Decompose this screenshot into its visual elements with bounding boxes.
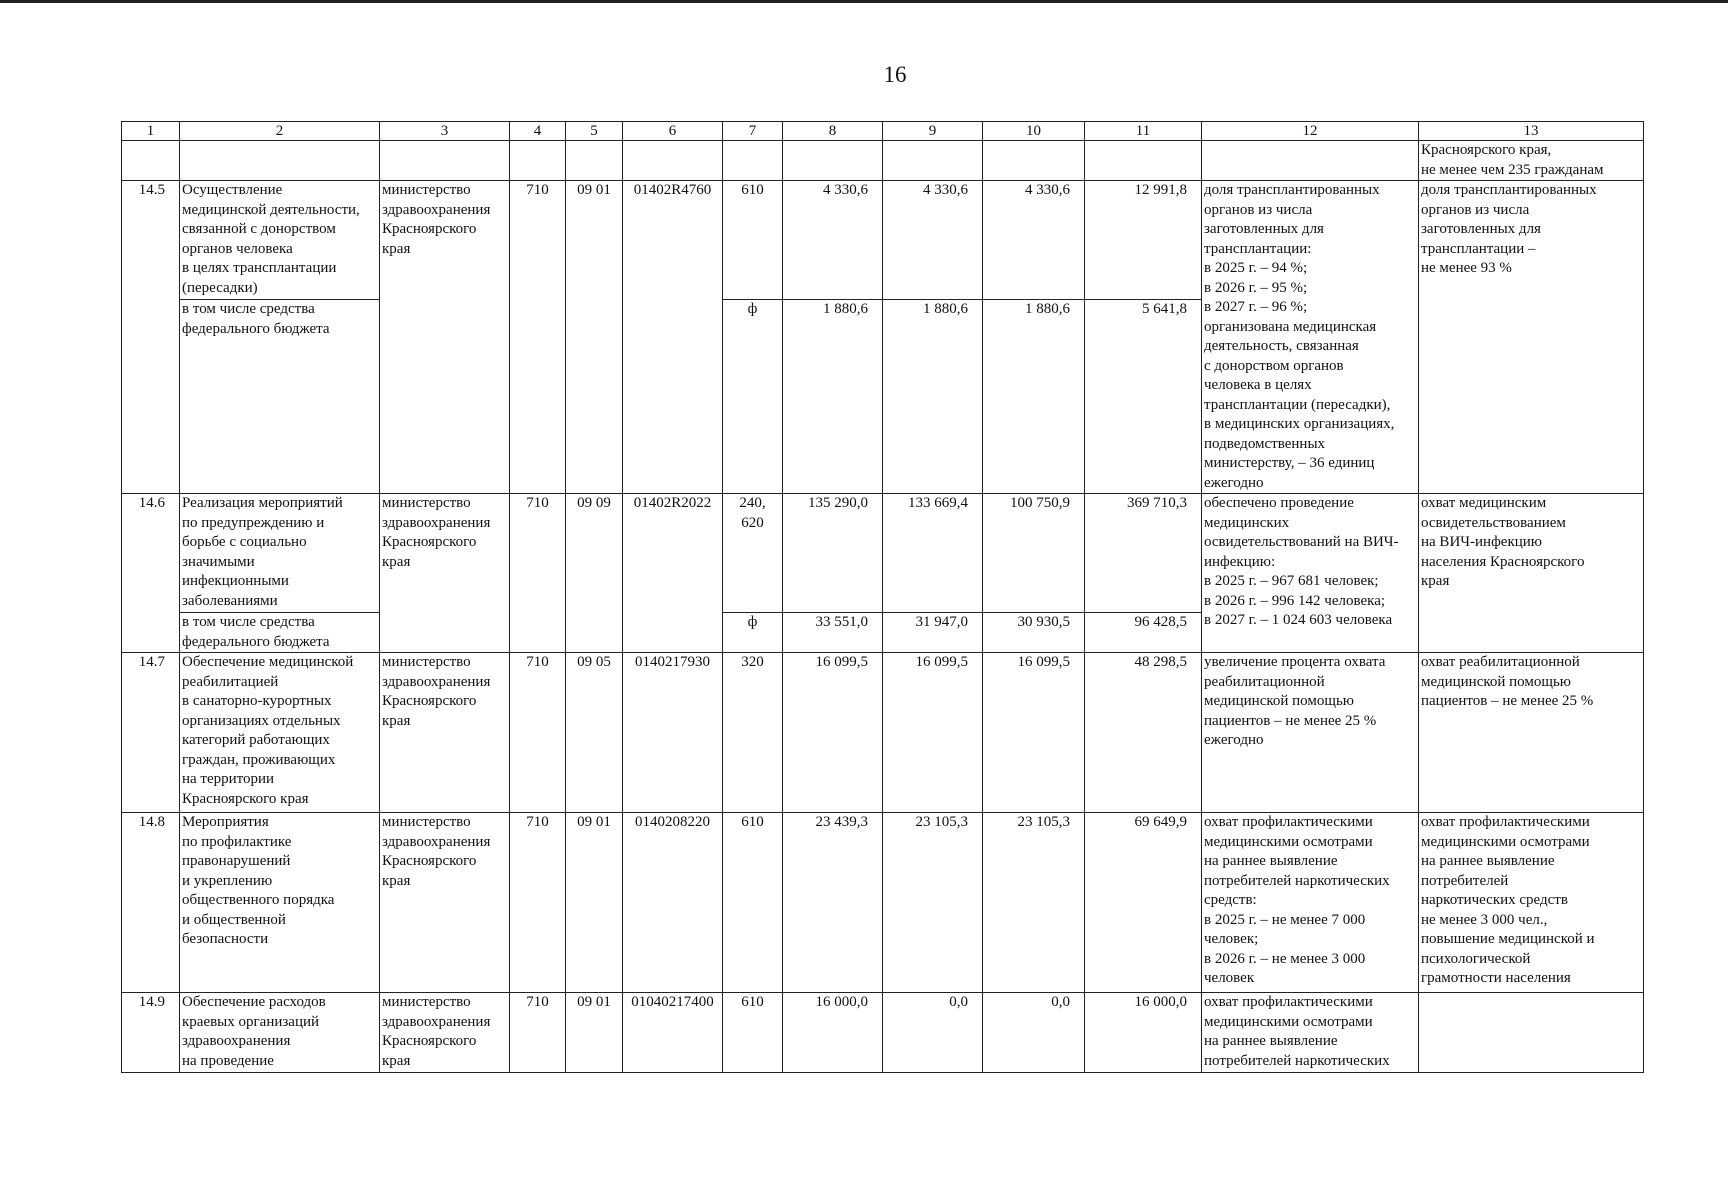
code-target: 01402R4760 <box>623 181 723 494</box>
col-header: 1 <box>122 122 180 141</box>
col-header: 7 <box>723 122 783 141</box>
indicator: доля трансплантированных органов из числа заготовленных для трансплантации – не менее 93 % <box>1419 181 1644 494</box>
code-section: 09 05 <box>566 653 623 813</box>
amount-2027: 100 750,9 <box>983 494 1085 613</box>
responsible-org: министерство здравоохранения Красноярского края <box>380 993 510 1073</box>
table-row <box>122 494 1644 613</box>
indicator: охват медицинским освидетельствованием на ВИЧ-инфекцию населения Красноярского края <box>1419 494 1644 653</box>
amount-total: 5 641,8 <box>1085 300 1202 494</box>
amount-2026: 23 105,3 <box>883 813 983 993</box>
code-grbs: 710 <box>510 494 566 653</box>
amount-2026: 4 330,6 <box>883 181 983 300</box>
table-row <box>122 181 1644 300</box>
expected-result: доля трансплантированных органов из числа заготовленных для трансплантации: в 2025 г. – 94 %; в 2026 г. – 95 %; в 2027 г. – 96 %; организована медицинская деятельность, связанная с донорством органов человека в целях трансплантации (пересадки), в медицинских организациях, подведомственных министерству, – 36 единиц ежегодно <box>1202 181 1419 494</box>
amount-2027: 1 880,6 <box>983 300 1085 494</box>
responsible-org: министерство здравоохранения Красноярского края <box>380 181 510 494</box>
code-grbs: 710 <box>510 813 566 993</box>
activity-name: Обеспечение расходов краевых организаций здравоохранения на проведение <box>180 993 380 1073</box>
row-number: 14.8 <box>122 813 180 993</box>
table-row <box>122 813 1644 993</box>
expected-result: охват профилактическими медицинскими осмотрами на раннее выявление потребителей наркотических средств: в 2025 г. – не менее 7 000 человек; в 2026 г. – не менее 3 000 человек <box>1202 813 1419 993</box>
indicator <box>1419 993 1644 1073</box>
col-header: 12 <box>1202 122 1419 141</box>
col-header: 5 <box>566 122 623 141</box>
responsible-org: министерство здравоохранения Красноярского края <box>380 653 510 813</box>
amount-2026: 16 099,5 <box>883 653 983 813</box>
page-number: 16 <box>883 62 907 87</box>
col-header: 3 <box>380 122 510 141</box>
activity-name: Обеспечение медицинской реабилитацией в санаторно-курортных организациях отдельных категорий работающих граждан, проживающих на территории Красноярского края <box>180 653 380 813</box>
code-section: 09 09 <box>566 494 623 653</box>
amount-2026: 1 880,6 <box>883 300 983 494</box>
row-number: 14.6 <box>122 494 180 653</box>
code-expense: 610 <box>723 993 783 1073</box>
amount-2025: 4 330,6 <box>783 181 883 300</box>
code-grbs: 710 <box>510 653 566 813</box>
code-target: 01040217400 <box>623 993 723 1073</box>
continued-result-cell: Красноярского края, не менее чем 235 гражданам <box>1419 141 1644 181</box>
code-expense: 610 <box>723 181 783 300</box>
col-header: 6 <box>623 122 723 141</box>
row-number: 14.5 <box>122 181 180 494</box>
amount-2026: 0,0 <box>883 993 983 1073</box>
col-header: 13 <box>1419 122 1644 141</box>
code-grbs: 710 <box>510 181 566 494</box>
col-header: 10 <box>983 122 1085 141</box>
col-header: 8 <box>783 122 883 141</box>
activity-name: Реализация мероприятий по предупреждению и борьбе с социально значимыми инфекционными заболеваниями <box>180 494 380 613</box>
amount-total: 12 991,8 <box>1085 181 1202 300</box>
indicator: охват реабилитационной медицинской помощью пациентов – не менее 25 % <box>1419 653 1644 813</box>
col-header: 11 <box>1085 122 1202 141</box>
col-header: 4 <box>510 122 566 141</box>
amount-total: 369 710,3 <box>1085 494 1202 613</box>
amount-2025: 16 000,0 <box>783 993 883 1073</box>
column-number-row <box>122 122 1644 141</box>
code-grbs: 710 <box>510 993 566 1073</box>
top-border <box>0 0 1728 3</box>
code-expense: 610 <box>723 813 783 993</box>
responsible-org: министерство здравоохранения Красноярского края <box>380 494 510 653</box>
amount-total: 96 428,5 <box>1085 613 1202 653</box>
code-expense: ф <box>723 613 783 653</box>
program-table <box>121 121 1644 1073</box>
amount-2025: 23 439,3 <box>783 813 883 993</box>
responsible-org: министерство здравоохранения Красноярского края <box>380 813 510 993</box>
amount-total: 16 000,0 <box>1085 993 1202 1073</box>
amount-2027: 30 930,5 <box>983 613 1085 653</box>
code-section: 09 01 <box>566 181 623 494</box>
code-section: 09 01 <box>566 993 623 1073</box>
indicator: охват профилактическими медицинскими осмотрами на раннее выявление потребителей наркотических средств не менее 3 000 чел., повышение медицинской и психологической грамотности населения <box>1419 813 1644 993</box>
amount-2027: 16 099,5 <box>983 653 1085 813</box>
activity-name: Осуществление медицинской деятельности, связанной с донорством органов человека в целях трансплантации (пересадки) <box>180 181 380 300</box>
amount-2025: 33 551,0 <box>783 613 883 653</box>
row-number: 14.9 <box>122 993 180 1073</box>
amount-2027: 0,0 <box>983 993 1085 1073</box>
amount-2025: 16 099,5 <box>783 653 883 813</box>
code-expense: 320 <box>723 653 783 813</box>
expected-result: охват профилактическими медицинскими осмотрами на раннее выявление потребителей наркотических <box>1202 993 1419 1073</box>
subrow-label: в том числе средства федерального бюджета <box>180 613 380 653</box>
row-number: 14.7 <box>122 653 180 813</box>
activity-name: Мероприятия по профилактике правонарушений и укреплению общественного порядка и общественной безопасности <box>180 813 380 993</box>
expected-result: увеличение процента охвата реабилитационной медицинской помощью пациентов – не менее 25 % ежегодно <box>1202 653 1419 813</box>
table-row <box>122 653 1644 813</box>
amount-2026: 133 669,4 <box>883 494 983 613</box>
amount-total: 69 649,9 <box>1085 813 1202 993</box>
continuation-row <box>122 141 1644 181</box>
amount-total: 48 298,5 <box>1085 653 1202 813</box>
amount-2027: 23 105,3 <box>983 813 1085 993</box>
code-section: 09 01 <box>566 813 623 993</box>
amount-2025: 1 880,6 <box>783 300 883 494</box>
table-row <box>122 993 1644 1073</box>
amount-2026: 31 947,0 <box>883 613 983 653</box>
col-header: 9 <box>883 122 983 141</box>
code-target: 0140208220 <box>623 813 723 993</box>
subrow-label: в том числе средства федерального бюджета <box>180 300 380 494</box>
code-target: 0140217930 <box>623 653 723 813</box>
amount-2025: 135 290,0 <box>783 494 883 613</box>
col-header: 2 <box>180 122 380 141</box>
code-target: 01402R2022 <box>623 494 723 653</box>
expected-result: обеспечено проведение медицинских освидетельствований на ВИЧ- инфекцию: в 2025 г. – 967 681 человек; в 2026 г. – 996 142 человека; в 2027 г. – 1 024 603 человека <box>1202 494 1419 653</box>
amount-2027: 4 330,6 <box>983 181 1085 300</box>
code-expense: 240, 620 <box>723 494 783 613</box>
code-expense: ф <box>723 300 783 494</box>
